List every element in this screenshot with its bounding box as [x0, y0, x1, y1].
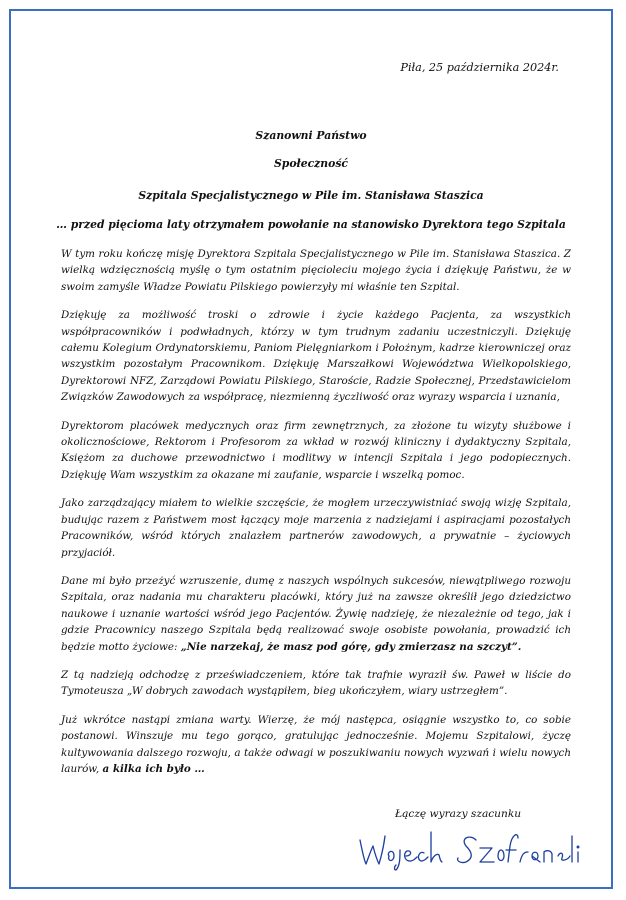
salutation-line-3: Szpitala Specjalistycznego w Pile im. Stanisława Staszica — [138, 189, 484, 202]
paragraph-4: Jako zarządzający miałem to wielkie szczęście, że mogłem urzeczywistniać swoją wizję Szpitala, budując razem z Państwem most łączący moje marzenia z nadziejami i aspiracjami pozostałych Pracowników, wśród których znalazłem partnerów zawodowych, a prywatnie – życiowych przyjaciół. — [61, 497, 571, 559]
paragraph-6: Z tą nadzieją odchodzę z przeświadczeniem, które tak trafnie wyraził św. Paweł w liście do Tymoteusza „W dobrych zawodach wystąpiłem, bieg ukończyłem, wiary ustrzegłem”. — [61, 668, 571, 698]
paragraph-5-text: Dane mi było przeżyć wzruszenie, dumę z naszych wspólnych sukcesów, niewątpliwego rozwoju Szpitala, oraz nadania mu charakteru placówki, który już na zawsze określił jego dziedzictwo naukowe i uznanie wartości wśród jego Pacjentów. Żywię nadzieję, że niezależnie od tego, jak i gdzie Pracownicy naszego Szpitala będą realizować swoje osobiste powołania, prowadzić ich będzie motto życiowe: — [61, 574, 571, 653]
paragraph-7 — [61, 712, 571, 778]
letter-date: Piła, 25 października 2024r. — [400, 61, 559, 74]
intro-line: … przed pięcioma laty otrzymałem powołanie na stanowisko Dyrektora tego Szpitala — [56, 218, 566, 231]
letter-page — [9, 9, 613, 889]
paragraph-2: Dziękuję za możliwość troski o zdrowie i życie każdego Pacjenta, za wszystkich współpracowników i podwładnych, którzy w tym trudnym zadaniu uczestniczyli. Dziękuję całemu Kolegium Ordynatorskiemu, Paniom Pielęgniarkom i Położnym, kadrze kierowniczej oraz wszystkim pozostałym Pracownikom. Dziękuję Marszałkowi Województwa Wielkopolskiego, Dyrektorowi NFZ, Zarządowi Powiatu Pilskiego, Staroście, Radzie Społecznej, Przedstawicielom Związków Zawodowych za współpracę, niezmienną życzliwość oraz wyrazy wsparcia i uznania, — [61, 309, 571, 404]
salutation-line-1: Szanowni Państwo — [255, 129, 367, 142]
paragraph-3: Dyrektorom placówek medycznych oraz firm zewnętrznych, za złożone tu wizyty służbowe i okolicznościowe, Rektorom i Profesorom za wkład w rozwój kliniczny i dydaktyczny Szpitala, Księżom za duchowe przewodnictwo i modlitwy w intencji Szpitala i jego podopiecznych. Dziękuję Wam wszystkim za okazane mi zaufanie, wsparcie i wszelką pomoc. — [61, 419, 571, 481]
paragraph-5 — [61, 573, 571, 655]
paragraph-7-ending: a kilka ich było … — [102, 762, 205, 775]
motto-quote: „Nie narzekaj, że masz pod górę, gdy zmierzasz na szczyt”. — [180, 640, 522, 653]
salutation-line-2: Społeczność — [274, 157, 348, 170]
closing-phrase: Łączę wyrazy szacunku — [395, 808, 522, 820]
paragraph-1: W tym roku kończę misję Dyrektora Szpitala Specjalistycznego w Pile im. Stanisława Staszica. Z wielką wdzięcznością myślę o tym ostatnim pięcioleciu mojego życia i dziękuję Państwu, że w swoim zamyśle Władze Powiatu Pilskiego powierzyły mi właśnie ten Szpital. — [61, 248, 571, 293]
handwritten-signature — [356, 826, 586, 872]
paragraph-7-text: Już wkrótce nastąpi zmiana warty. Wierzę, że mój następca, osiągnie wszystko to, co sobie postanowi. Winszuje mu tego gorąco, gratulując jednocześnie. Mojemu Szpitalowi, życzę kultywowania dalszego rozwoju, a także odwagi w poszukiwaniu nowych wyzwań i wielu nowych laurów, — [61, 713, 571, 775]
letter-body — [61, 246, 571, 789]
